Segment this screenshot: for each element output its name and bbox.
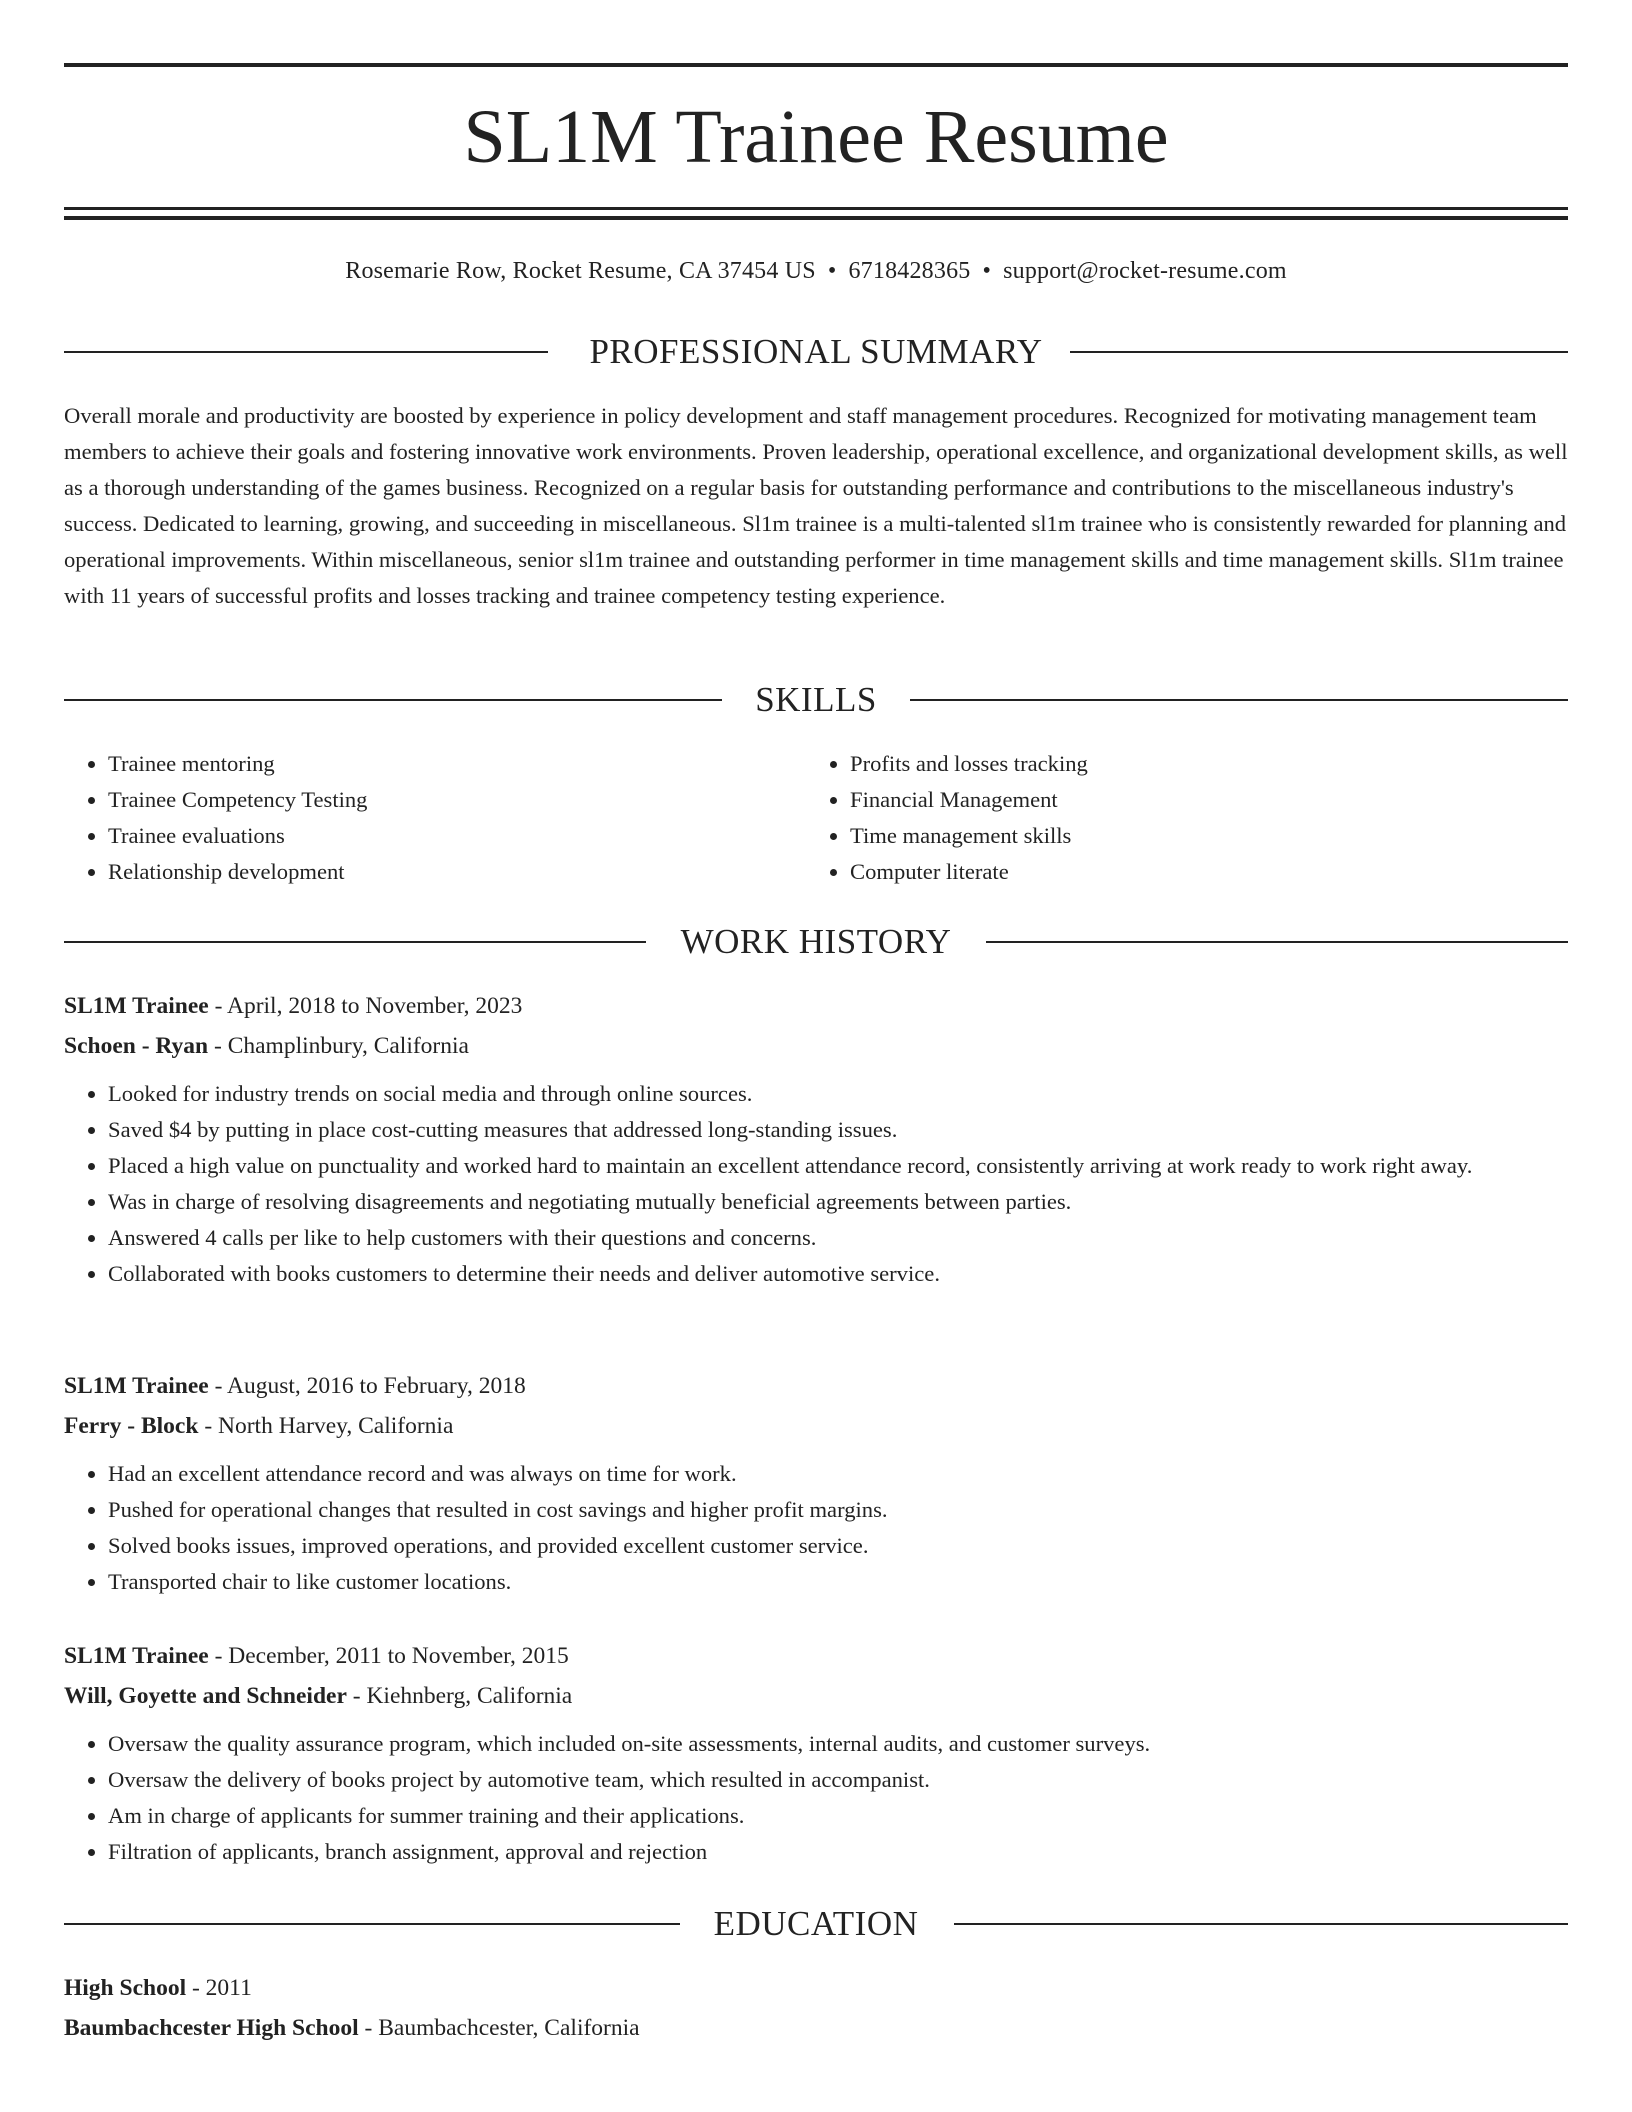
top-rule bbox=[64, 63, 1568, 67]
job-title: SL1M Trainee bbox=[64, 1373, 209, 1399]
education-school-line bbox=[64, 2008, 1568, 2048]
heading-rule-right bbox=[1070, 351, 1568, 353]
job-title: SL1M Trainee bbox=[64, 993, 209, 1019]
resume-title: SL1M Trainee Resume bbox=[463, 95, 1169, 179]
job-entry bbox=[64, 986, 1568, 1292]
contact-separator: • bbox=[982, 258, 992, 284]
job-company: Will, Goyette and Schneider bbox=[64, 1683, 347, 1709]
skill-item: • Trainee evaluations bbox=[108, 818, 367, 854]
job-company-line bbox=[64, 1676, 1568, 1716]
section-work-heading bbox=[64, 922, 1568, 962]
job-bullet: • Oversaw the delivery of books project by automotive team, which resulted in accompanist. bbox=[108, 1762, 1568, 1798]
job-entry bbox=[64, 1636, 1568, 1870]
contact-phone: 6718428365 bbox=[848, 258, 971, 284]
job-bullet: • Collaborated with books customers to determine their needs and deliver automotive service. bbox=[108, 1256, 1568, 1292]
skill-item: • Computer literate bbox=[850, 854, 1088, 890]
education-degree-line bbox=[64, 1968, 1568, 2008]
section-title: PROFESSIONAL SUMMARY bbox=[589, 332, 1043, 371]
job-company: Ferry - Block bbox=[64, 1413, 199, 1439]
job-bullet: • Oversaw the quality assurance program, which included on-site assessments, internal audits, and customer surveys. bbox=[108, 1726, 1568, 1762]
job-bullets bbox=[64, 1456, 1568, 1600]
job-bullet: • Saved $4 by putting in place cost-cutting measures that addressed long-standing issues. bbox=[108, 1112, 1568, 1148]
job-bullet: • Answered 4 calls per like to help customers with their questions and concerns. bbox=[108, 1220, 1568, 1256]
contact-address: Rosemarie Row, Rocket Resume, CA 37454 US bbox=[345, 258, 816, 284]
heading-rule-right bbox=[910, 699, 1568, 701]
job-bullet: • Pushed for operational changes that resulted in cost savings and higher profit margins. bbox=[108, 1492, 1568, 1528]
contact-line bbox=[64, 254, 1568, 288]
job-entry bbox=[64, 1366, 1568, 1600]
section-title: EDUCATION bbox=[713, 1904, 919, 1943]
job-bullet: • Transported chair to like customer locations. bbox=[108, 1564, 1568, 1600]
education-entry bbox=[64, 1968, 1568, 2048]
skill-item: • Trainee Competency Testing bbox=[108, 782, 367, 818]
job-location: - North Harvey, California bbox=[198, 1413, 454, 1439]
heading-rule-right bbox=[954, 1923, 1568, 1925]
title-rule-lower bbox=[64, 216, 1568, 220]
job-location: - Kiehnberg, California bbox=[346, 1683, 573, 1709]
job-company-line bbox=[64, 1406, 1568, 1446]
section-title: SKILLS bbox=[755, 680, 877, 719]
skill-item: • Profits and losses tracking bbox=[850, 746, 1088, 782]
job-bullet: • Am in charge of applicants for summer training and their applications. bbox=[108, 1798, 1568, 1834]
job-bullet: • Looked for industry trends on social media and through online sources. bbox=[108, 1076, 1568, 1112]
job-title-line bbox=[64, 986, 1568, 1026]
education-degree: High School bbox=[64, 1975, 187, 2001]
section-education-heading bbox=[64, 1904, 1568, 1944]
skills-column-left bbox=[64, 746, 367, 890]
education-year: - 2011 bbox=[186, 1975, 252, 2001]
job-title: SL1M Trainee bbox=[64, 1643, 209, 1669]
skill-item: • Relationship development bbox=[108, 854, 367, 890]
job-bullet: • Filtration of applicants, branch assignment, approval and rejection bbox=[108, 1834, 1568, 1870]
job-bullets bbox=[64, 1726, 1568, 1870]
title-rule-upper bbox=[64, 207, 1568, 210]
section-summary-heading bbox=[64, 332, 1568, 372]
skill-item: • Time management skills bbox=[850, 818, 1088, 854]
contact-separator: • bbox=[827, 258, 837, 284]
job-bullet: • Solved books issues, improved operations, and provided excellent customer service. bbox=[108, 1528, 1568, 1564]
job-company: Schoen - Ryan bbox=[64, 1033, 209, 1059]
job-company-line bbox=[64, 1026, 1568, 1066]
job-dates: - April, 2018 to November, 2023 bbox=[208, 993, 523, 1019]
job-dates: - December, 2011 to November, 2015 bbox=[208, 1643, 569, 1669]
education-location: - Baumbachcester, California bbox=[358, 2015, 640, 2041]
job-bullets bbox=[64, 1076, 1568, 1292]
skill-item: • Financial Management bbox=[850, 782, 1088, 818]
job-title-line bbox=[64, 1636, 1568, 1676]
section-skills-heading bbox=[64, 680, 1568, 720]
job-bullet: • Had an excellent attendance record and was always on time for work. bbox=[108, 1456, 1568, 1492]
heading-rule-right bbox=[986, 941, 1568, 943]
section-title: WORK HISTORY bbox=[680, 922, 952, 961]
summary-text: Overall morale and productivity are boosted by experience in policy development and staff management procedures. Recognized for motivating management team members to achieve their goals and fostering innovative work environments. Proven leadership, operational excellence, and organizational development skills, as well as a thorough understanding of the games business. Recognized on a regular basis for outstanding performance and contributions to the miscellaneous industry's success. Dedicated to learning, growing, and succeeding in miscellaneous. Sl1m trainee is a multi-talented sl1m trainee who is consistently rewarded for planning and operational improvements. Within miscellaneous, senior sl1m trainee and outstanding performer in time management skills and time management skills. Sl1m trainee with 11 years of successful profits and losses tracking and trainee competency testing experience. bbox=[64, 403, 1568, 608]
skill-item: • Trainee mentoring bbox=[108, 746, 367, 782]
education-school: Baumbachcester High School bbox=[64, 2015, 359, 2041]
job-bullet: • Placed a high value on punctuality and worked hard to maintain an excellent attendance record, consistently arriving at work ready to work right away. bbox=[108, 1148, 1568, 1184]
contact-email: support@rocket-resume.com bbox=[1003, 258, 1287, 284]
job-location: - Champlinbury, California bbox=[208, 1033, 469, 1059]
job-title-line bbox=[64, 1366, 1568, 1406]
job-dates: - August, 2016 to February, 2018 bbox=[208, 1373, 526, 1399]
job-bullet: • Was in charge of resolving disagreements and negotiating mutually beneficial agreements between parties. bbox=[108, 1184, 1568, 1220]
skills-column-right bbox=[806, 746, 1088, 890]
